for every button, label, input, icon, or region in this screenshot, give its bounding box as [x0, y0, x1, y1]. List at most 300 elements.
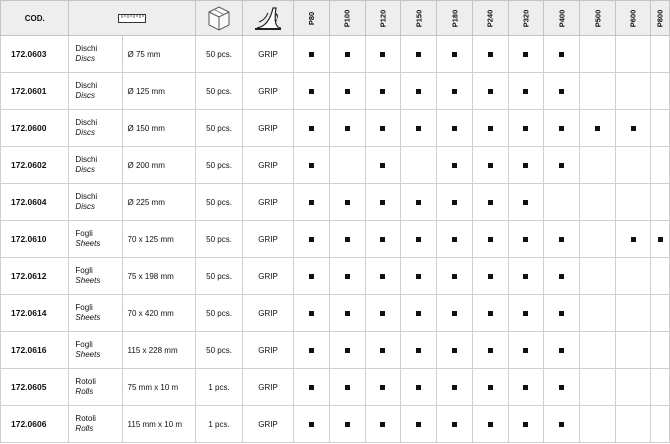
product-code: 172.0604 [1, 184, 69, 221]
grade-cell-p80 [294, 332, 330, 369]
availability-mark [488, 163, 493, 168]
grade-cell-p120 [365, 110, 401, 147]
availability-mark [559, 52, 564, 57]
attachment-header [243, 1, 294, 36]
availability-mark [345, 200, 350, 205]
availability-mark [416, 237, 421, 242]
availability-mark [416, 311, 421, 316]
availability-mark [380, 422, 385, 427]
availability-mark [380, 348, 385, 353]
description-italian: Fogli [75, 340, 93, 349]
grade-cell-p600 [615, 406, 651, 443]
product-description [69, 147, 122, 184]
grade-cell-p500 [579, 184, 615, 221]
availability-mark [380, 52, 385, 57]
availability-mark [523, 348, 528, 353]
availability-mark [416, 274, 421, 279]
grade-header-p320: P320 [508, 1, 544, 36]
product-description [69, 36, 122, 73]
grade-cell-p150 [401, 406, 437, 443]
availability-mark [309, 385, 314, 390]
grade-cell-p80 [294, 147, 330, 184]
grade-cell-p600 [615, 258, 651, 295]
product-size: 70 x 420 mm [122, 295, 196, 332]
product-description [69, 258, 122, 295]
grade-cell-p120 [365, 406, 401, 443]
grade-cell-p600 [615, 332, 651, 369]
grade-cell-p600 [615, 184, 651, 221]
grade-header-p150: P150 [401, 1, 437, 36]
availability-mark [452, 274, 457, 279]
description-english: Discs [75, 128, 95, 137]
availability-mark [380, 89, 385, 94]
grade-cell-p150 [401, 221, 437, 258]
availability-mark [595, 126, 600, 131]
description-italian: Fogli [75, 229, 93, 238]
availability-mark [380, 163, 385, 168]
grade-cell-p240 [472, 221, 508, 258]
package-quantity: 50 pcs. [196, 258, 243, 295]
grade-header-p180: P180 [437, 1, 473, 36]
product-size: Ø 75 mm [122, 36, 196, 73]
table-row [1, 369, 670, 406]
availability-mark [309, 126, 314, 131]
description-italian: Fogli [75, 303, 93, 312]
table-row [1, 258, 670, 295]
availability-mark [416, 385, 421, 390]
grade-cell-p80 [294, 110, 330, 147]
description-english: Discs [75, 91, 95, 100]
grade-header-p100: P100 [329, 1, 365, 36]
grade-cell-p100 [329, 369, 365, 406]
grade-cell-p400 [544, 184, 580, 221]
product-code: 172.0601 [1, 73, 69, 110]
availability-mark [452, 89, 457, 94]
grade-cell-p150 [401, 295, 437, 332]
description-italian: Rotoli [75, 414, 96, 423]
grade-cell-p80 [294, 36, 330, 73]
grade-cell-p400 [544, 406, 580, 443]
product-code: 172.0600 [1, 110, 69, 147]
table-row [1, 147, 670, 184]
grade-cell-p240 [472, 73, 508, 110]
grade-cell-p180 [437, 73, 473, 110]
table-row [1, 332, 670, 369]
availability-mark [523, 311, 528, 316]
grade-cell-p180 [437, 406, 473, 443]
attachment-type: GRIP [243, 369, 294, 406]
table-body [1, 36, 670, 443]
availability-mark [309, 274, 314, 279]
availability-mark [309, 237, 314, 242]
attachment-type: GRIP [243, 147, 294, 184]
product-code: 172.0602 [1, 147, 69, 184]
availability-mark [380, 385, 385, 390]
grade-cell-p100 [329, 147, 365, 184]
grade-cell-p180 [437, 110, 473, 147]
product-code: 172.0610 [1, 221, 69, 258]
grade-cell-p180 [437, 221, 473, 258]
grade-cell-p800 [651, 406, 670, 443]
table-row [1, 221, 670, 258]
availability-mark [488, 200, 493, 205]
grade-cell-p80 [294, 369, 330, 406]
grade-cell-p240 [472, 406, 508, 443]
grade-cell-p320 [508, 221, 544, 258]
grade-cell-p500 [579, 221, 615, 258]
availability-mark [488, 274, 493, 279]
product-code: 172.0605 [1, 369, 69, 406]
grade-cell-p80 [294, 295, 330, 332]
availability-mark [452, 126, 457, 131]
grade-cell-p100 [329, 73, 365, 110]
grade-cell-p400 [544, 369, 580, 406]
description-italian: Dischi [75, 118, 98, 127]
grade-cell-p150 [401, 258, 437, 295]
availability-mark [523, 237, 528, 242]
product-description [69, 332, 122, 369]
availability-mark [380, 311, 385, 316]
grade-cell-p800 [651, 295, 670, 332]
grade-cell-p320 [508, 184, 544, 221]
grade-header-p600: P600 [615, 1, 651, 36]
grade-cell-p400 [544, 110, 580, 147]
grade-cell-p600 [615, 147, 651, 184]
availability-mark [559, 89, 564, 94]
grade-cell-p500 [579, 406, 615, 443]
grade-cell-p500 [579, 73, 615, 110]
availability-mark [309, 89, 314, 94]
package-quantity: 50 pcs. [196, 332, 243, 369]
availability-mark [345, 274, 350, 279]
attachment-type: GRIP [243, 110, 294, 147]
availability-mark [452, 52, 457, 57]
grade-cell-p240 [472, 369, 508, 406]
grade-cell-p600 [615, 110, 651, 147]
grade-cell-p100 [329, 258, 365, 295]
availability-mark [488, 126, 493, 131]
grade-cell-p800 [651, 258, 670, 295]
product-description [69, 295, 122, 332]
attachment-type: GRIP [243, 221, 294, 258]
grade-cell-p120 [365, 147, 401, 184]
availability-mark [452, 348, 457, 353]
code-header: COD. [1, 1, 69, 36]
availability-mark [380, 126, 385, 131]
grade-cell-p180 [437, 295, 473, 332]
availability-mark [488, 52, 493, 57]
description-english: Discs [75, 202, 95, 211]
grade-cell-p180 [437, 369, 473, 406]
availability-mark [416, 52, 421, 57]
description-english: Rolls [75, 424, 94, 433]
box-icon [196, 5, 242, 31]
grade-cell-p120 [365, 332, 401, 369]
availability-mark [345, 348, 350, 353]
grade-cell-p240 [472, 184, 508, 221]
availability-mark [345, 385, 350, 390]
availability-mark [309, 422, 314, 427]
availability-mark [452, 422, 457, 427]
grade-cell-p800 [651, 147, 670, 184]
grade-cell-p150 [401, 184, 437, 221]
description-english: Discs [75, 54, 95, 63]
grade-cell-p400 [544, 73, 580, 110]
grip-attachment-icon [243, 4, 293, 32]
grade-cell-p180 [437, 332, 473, 369]
product-size: 75 mm x 10 m [122, 369, 196, 406]
availability-mark [523, 89, 528, 94]
availability-mark [559, 163, 564, 168]
grade-cell-p100 [329, 184, 365, 221]
availability-mark [345, 89, 350, 94]
availability-mark [345, 126, 350, 131]
description-italian: Fogli [75, 266, 93, 275]
grade-cell-p80 [294, 406, 330, 443]
product-description [69, 369, 122, 406]
grade-header-p500: P500 [579, 1, 615, 36]
availability-mark [380, 237, 385, 242]
grade-cell-p600 [615, 73, 651, 110]
availability-mark [309, 52, 314, 57]
product-size: Ø 200 mm [122, 147, 196, 184]
grade-cell-p320 [508, 73, 544, 110]
grade-cell-p400 [544, 36, 580, 73]
availability-mark [523, 274, 528, 279]
availability-mark [452, 200, 457, 205]
grade-cell-p500 [579, 110, 615, 147]
package-quantity: 50 pcs. [196, 221, 243, 258]
grade-cell-p800 [651, 110, 670, 147]
grade-cell-p320 [508, 406, 544, 443]
availability-mark [523, 385, 528, 390]
package-header [196, 1, 243, 36]
grade-cell-p320 [508, 295, 544, 332]
grade-cell-p320 [508, 332, 544, 369]
attachment-type: GRIP [243, 258, 294, 295]
grade-header-p120: P120 [365, 1, 401, 36]
availability-mark [559, 126, 564, 131]
product-code: 172.0612 [1, 258, 69, 295]
grade-cell-p240 [472, 332, 508, 369]
availability-mark [380, 200, 385, 205]
grade-cell-p80 [294, 184, 330, 221]
product-description [69, 406, 122, 443]
grade-cell-p320 [508, 110, 544, 147]
availability-mark [559, 422, 564, 427]
availability-mark [416, 89, 421, 94]
grade-cell-p240 [472, 147, 508, 184]
grade-cell-p400 [544, 147, 580, 184]
availability-mark [523, 52, 528, 57]
availability-mark [416, 126, 421, 131]
grade-cell-p800 [651, 332, 670, 369]
grade-cell-p240 [472, 110, 508, 147]
grade-cell-p180 [437, 258, 473, 295]
grade-cell-p150 [401, 147, 437, 184]
availability-mark [559, 385, 564, 390]
package-quantity: 1 pcs. [196, 369, 243, 406]
availability-mark [345, 311, 350, 316]
availability-mark [488, 348, 493, 353]
product-size: 70 x 125 mm [122, 221, 196, 258]
grade-cell-p150 [401, 110, 437, 147]
availability-mark [559, 274, 564, 279]
grade-cell-p180 [437, 36, 473, 73]
availability-mark [309, 348, 314, 353]
package-quantity: 50 pcs. [196, 36, 243, 73]
description-english: Sheets [75, 313, 101, 322]
package-quantity: 1 pcs. [196, 406, 243, 443]
availability-mark [523, 422, 528, 427]
grade-cell-p100 [329, 332, 365, 369]
availability-mark [559, 311, 564, 316]
grade-cell-p120 [365, 369, 401, 406]
product-size: Ø 125 mm [122, 73, 196, 110]
grade-cell-p400 [544, 332, 580, 369]
grade-cell-p600 [615, 295, 651, 332]
availability-mark [631, 237, 636, 242]
grade-cell-p600 [615, 221, 651, 258]
availability-mark [309, 163, 314, 168]
grade-cell-p180 [437, 184, 473, 221]
description-english: Rolls [75, 387, 94, 396]
availability-mark [309, 200, 314, 205]
product-size: 75 x 198 mm [122, 258, 196, 295]
grade-cell-p320 [508, 147, 544, 184]
grade-cell-p600 [615, 36, 651, 73]
grade-cell-p80 [294, 221, 330, 258]
availability-mark [631, 126, 636, 131]
availability-mark [658, 237, 663, 242]
grade-cell-p150 [401, 73, 437, 110]
attachment-type: GRIP [243, 332, 294, 369]
product-code: 172.0614 [1, 295, 69, 332]
availability-mark [345, 237, 350, 242]
description-english: Sheets [75, 350, 101, 359]
package-quantity: 50 pcs. [196, 184, 243, 221]
availability-mark [380, 274, 385, 279]
availability-mark [488, 385, 493, 390]
availability-mark [523, 200, 528, 205]
attachment-type: GRIP [243, 406, 294, 443]
grade-cell-p80 [294, 73, 330, 110]
grade-cell-p240 [472, 36, 508, 73]
grade-cell-p320 [508, 369, 544, 406]
product-size: Ø 150 mm [122, 110, 196, 147]
availability-mark [488, 422, 493, 427]
grade-cell-p150 [401, 369, 437, 406]
grade-cell-p100 [329, 36, 365, 73]
package-quantity: 50 pcs. [196, 110, 243, 147]
description-english: Sheets [75, 276, 101, 285]
availability-mark [488, 89, 493, 94]
description-english: Sheets [75, 239, 101, 248]
grade-cell-p500 [579, 332, 615, 369]
table-row [1, 36, 670, 73]
availability-mark [416, 422, 421, 427]
table-row [1, 110, 670, 147]
attachment-type: GRIP [243, 184, 294, 221]
grade-header-p800: P800 [651, 1, 670, 36]
grade-cell-p500 [579, 36, 615, 73]
grade-header-p80: P80 [294, 1, 330, 36]
grade-cell-p320 [508, 258, 544, 295]
grade-cell-p500 [579, 258, 615, 295]
availability-mark [488, 237, 493, 242]
grade-cell-p320 [508, 36, 544, 73]
grade-cell-p500 [579, 369, 615, 406]
grade-header-p240: P240 [472, 1, 508, 36]
product-size: 115 x 228 mm [122, 332, 196, 369]
product-description [69, 221, 122, 258]
grade-cell-p120 [365, 258, 401, 295]
availability-mark [416, 348, 421, 353]
package-quantity: 50 pcs. [196, 295, 243, 332]
grade-cell-p100 [329, 406, 365, 443]
availability-mark [452, 311, 457, 316]
availability-mark [345, 52, 350, 57]
availability-mark [523, 126, 528, 131]
availability-mark [523, 163, 528, 168]
description-italian: Rotoli [75, 377, 96, 386]
availability-mark [559, 348, 564, 353]
product-code: 172.0616 [1, 332, 69, 369]
table-header [1, 1, 670, 36]
grade-header-p400: P400 [544, 1, 580, 36]
availability-mark [452, 163, 457, 168]
availability-mark [309, 311, 314, 316]
grade-cell-p800 [651, 73, 670, 110]
grade-cell-p400 [544, 221, 580, 258]
attachment-type: GRIP [243, 36, 294, 73]
grade-cell-p240 [472, 295, 508, 332]
grade-cell-p100 [329, 295, 365, 332]
grade-cell-p500 [579, 295, 615, 332]
ruler-icon [69, 12, 195, 24]
grade-cell-p400 [544, 258, 580, 295]
grade-cell-p800 [651, 221, 670, 258]
availability-mark [345, 422, 350, 427]
grade-cell-p800 [651, 184, 670, 221]
grade-cell-p180 [437, 147, 473, 184]
dimension-header [69, 1, 196, 36]
grade-cell-p120 [365, 36, 401, 73]
grade-cell-p120 [365, 184, 401, 221]
attachment-type: GRIP [243, 295, 294, 332]
grade-cell-p800 [651, 36, 670, 73]
table-row [1, 295, 670, 332]
availability-mark [452, 385, 457, 390]
product-description [69, 184, 122, 221]
grade-cell-p100 [329, 221, 365, 258]
grade-cell-p240 [472, 258, 508, 295]
grade-cell-p800 [651, 369, 670, 406]
product-code: 172.0603 [1, 36, 69, 73]
product-description [69, 110, 122, 147]
product-description [69, 73, 122, 110]
availability-mark [559, 237, 564, 242]
grade-cell-p120 [365, 295, 401, 332]
table-row [1, 184, 670, 221]
grade-cell-p120 [365, 73, 401, 110]
availability-mark [452, 237, 457, 242]
grade-cell-p80 [294, 258, 330, 295]
grade-cell-p100 [329, 110, 365, 147]
table-row [1, 73, 670, 110]
grade-cell-p120 [365, 221, 401, 258]
description-english: Discs [75, 165, 95, 174]
